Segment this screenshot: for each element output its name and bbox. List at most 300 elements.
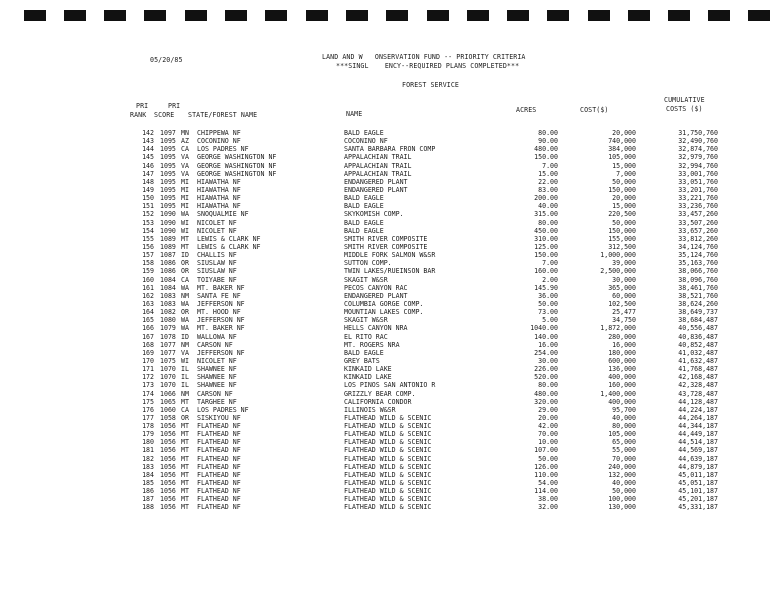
forest-name-cell: LOS PADRES NF [197, 145, 249, 154]
acres-cell: 315.00 [534, 210, 558, 219]
forest-name-cell: FLATHEAD NF [197, 454, 241, 463]
table-row [0, 194, 778, 202]
table-row [0, 292, 778, 300]
score-cell: 1087 [160, 251, 176, 260]
tractor-feed-holes [0, 10, 778, 24]
rank-cell: 187 [142, 495, 154, 504]
forest-name-cell: SIUSLAW NF [197, 267, 237, 276]
table-row [0, 357, 778, 365]
forest-name-cell: GEORGE WASHINGTON NF [197, 153, 277, 162]
state-cell: WA [181, 210, 189, 219]
cost-cell: 40,000 [612, 413, 636, 422]
forest-name-cell: LOS PADRES NF [197, 405, 249, 414]
state-cell: IL [181, 373, 189, 382]
rank-cell: 142 [142, 129, 154, 137]
state-cell: MI [181, 177, 189, 186]
forest-name-cell: LEWIS & CLARK NF [197, 242, 261, 251]
score-cell: 1090 [160, 210, 176, 219]
table-row [0, 381, 778, 389]
col-pri-rank-bottom: RANK [130, 111, 147, 119]
rank-cell: 151 [142, 202, 154, 211]
cost-cell: 240,000 [608, 462, 636, 471]
feed-hole [507, 10, 529, 21]
table-row [0, 259, 778, 267]
forest-name-cell: MT. HOOD NF [197, 308, 241, 317]
table-row [0, 276, 778, 284]
state-cell: CA [181, 145, 189, 154]
name-cell: FLATHEAD WILD & SCENIC [344, 495, 432, 504]
cost-cell: 180,000 [608, 348, 636, 357]
cost-cell: 220,500 [608, 210, 636, 219]
table-row [0, 495, 778, 503]
cumulative-cost-cell: 45,201,187 [678, 495, 718, 504]
name-cell: TWIN LAKES/RUEINSON BAR [344, 267, 436, 276]
forest-name-cell: JEFFERSON NF [197, 348, 245, 357]
table-row [0, 137, 778, 145]
forest-name-cell: NICOLET NF [197, 356, 237, 365]
cumulative-cost-cell: 33,051,760 [678, 177, 718, 186]
acres-cell: 15.00 [538, 169, 558, 178]
rank-cell: 144 [142, 145, 154, 154]
score-cell: 1079 [160, 324, 176, 333]
rank-cell: 161 [142, 283, 154, 292]
forest-name-cell: FLATHEAD NF [197, 446, 241, 455]
state-cell: OR [181, 267, 189, 276]
cost-cell: 15,000 [612, 202, 636, 211]
score-cell: 1056 [160, 470, 176, 479]
cost-cell: 365,000 [608, 283, 636, 292]
cost-cell: 155,000 [608, 234, 636, 243]
score-cell: 1070 [160, 373, 176, 382]
col-cumulative-bottom: COSTS ($) [666, 105, 703, 113]
col-name: NAME [346, 110, 363, 118]
score-cell: 1070 [160, 381, 176, 390]
forest-name-cell: FLATHEAD NF [197, 495, 241, 504]
name-cell: FLATHEAD WILD & SCENIC [344, 413, 432, 422]
acres-cell: 7.00 [542, 259, 558, 268]
name-cell: BALD EAGLE [344, 194, 384, 203]
forest-name-cell: GEORGE WASHINGTON NF [197, 169, 277, 178]
cumulative-cost-cell: 35,163,760 [678, 259, 718, 268]
feed-hole [628, 10, 650, 21]
table-row [0, 463, 778, 471]
rank-cell: 167 [142, 332, 154, 341]
table-row [0, 267, 778, 275]
cumulative-cost-cell: 44,128,487 [678, 397, 718, 406]
feed-hole [668, 10, 690, 21]
cost-cell: 50,000 [612, 487, 636, 496]
acres-cell: 36.00 [538, 291, 558, 300]
cumulative-cost-cell: 40,556,487 [678, 324, 718, 333]
forest-name-cell: HIAWATHA NF [197, 185, 241, 194]
cost-cell: 1,400,000 [600, 389, 636, 398]
table-row [0, 162, 778, 170]
state-cell: NM [181, 389, 189, 398]
forest-name-cell: FLATHEAD NF [197, 438, 241, 447]
score-cell: 1075 [160, 356, 176, 365]
cumulative-cost-cell: 38,684,487 [678, 316, 718, 325]
rank-cell: 143 [142, 137, 154, 146]
forest-name-cell: SHAWNEE NF [197, 373, 237, 382]
cost-cell: 40,000 [612, 479, 636, 488]
cumulative-cost-cell: 32,874,760 [678, 145, 718, 154]
acres-cell: 480.00 [534, 389, 558, 398]
state-cell: MT [181, 479, 189, 488]
priority-table [0, 129, 778, 512]
acres-cell: 54.00 [538, 479, 558, 488]
state-cell: VA [181, 348, 189, 357]
acres-cell: 126.00 [534, 462, 558, 471]
forest-name-cell: WALLOWA NF [197, 332, 237, 341]
acres-cell: 90.00 [538, 137, 558, 146]
acres-cell: 5.00 [542, 316, 558, 325]
name-cell: FLATHEAD WILD & SCENIC [344, 470, 432, 479]
score-cell: 1070 [160, 365, 176, 374]
cumulative-cost-cell: 45,331,187 [678, 503, 718, 512]
name-cell: KINKAID LAKE [344, 365, 392, 374]
state-cell: MT [181, 430, 189, 439]
feed-hole [104, 10, 126, 21]
forest-name-cell: FLATHEAD NF [197, 422, 241, 431]
cost-cell: 740,000 [608, 137, 636, 146]
forest-name-cell: NICOLET NF [197, 218, 237, 227]
cumulative-cost-cell: 41,032,487 [678, 348, 718, 357]
state-cell: WI [181, 226, 189, 235]
table-row [0, 284, 778, 292]
state-cell: MT [181, 454, 189, 463]
cost-cell: 65,000 [612, 438, 636, 447]
rank-cell: 183 [142, 462, 154, 471]
acres-cell: 450.00 [534, 226, 558, 235]
table-row [0, 333, 778, 341]
cost-cell: 50,000 [612, 218, 636, 227]
rank-cell: 146 [142, 161, 154, 170]
cumulative-cost-cell: 41,632,487 [678, 356, 718, 365]
acres-cell: 107.00 [534, 446, 558, 455]
cost-cell: 25,477 [612, 308, 636, 317]
cost-cell: 55,000 [612, 446, 636, 455]
forest-name-cell: CHIPPEWA NF [197, 129, 241, 137]
cumulative-cost-cell: 44,449,187 [678, 430, 718, 439]
cumulative-cost-cell: 38,096,760 [678, 275, 718, 284]
table-row [0, 251, 778, 259]
forest-name-cell: HIAWATHA NF [197, 194, 241, 203]
table-row [0, 438, 778, 446]
cumulative-cost-cell: 40,852,487 [678, 340, 718, 349]
forest-name-cell: GEORGE WASHINGTON NF [197, 161, 277, 170]
cumulative-cost-cell: 34,124,760 [678, 242, 718, 251]
cost-cell: 105,000 [608, 153, 636, 162]
cumulative-cost-cell: 38,649,737 [678, 308, 718, 317]
cumulative-cost-cell: 42,168,487 [678, 373, 718, 382]
rank-cell: 169 [142, 348, 154, 357]
acres-cell: 80.00 [538, 381, 558, 390]
score-cell: 1095 [160, 202, 176, 211]
rank-cell: 157 [142, 251, 154, 260]
rank-cell: 163 [142, 299, 154, 308]
state-cell: WA [181, 283, 189, 292]
acres-cell: 320.00 [534, 397, 558, 406]
state-cell: WI [181, 218, 189, 227]
cumulative-cost-cell: 44,514,187 [678, 438, 718, 447]
state-cell: MI [181, 194, 189, 203]
col-pri-score-bottom: SCORE [154, 111, 175, 119]
rank-cell: 149 [142, 185, 154, 194]
cumulative-cost-cell: 33,001,760 [678, 169, 718, 178]
forest-name-cell: SISKIYOU NF [197, 413, 241, 422]
state-cell: MT [181, 438, 189, 447]
score-cell: 1078 [160, 332, 176, 341]
acres-cell: 110.00 [534, 470, 558, 479]
feed-hole [64, 10, 86, 21]
forest-name-cell: SNOQUALMIE NF [197, 210, 249, 219]
cumulative-cost-cell: 33,457,260 [678, 210, 718, 219]
table-row [0, 219, 778, 227]
cost-cell: 39,000 [612, 259, 636, 268]
name-cell: FLATHEAD WILD & SCENIC [344, 503, 432, 512]
score-cell: 1090 [160, 226, 176, 235]
feed-hole [265, 10, 287, 21]
cost-cell: 160,000 [608, 381, 636, 390]
name-cell: FLATHEAD WILD & SCENIC [344, 422, 432, 431]
forest-name-cell: FLATHEAD NF [197, 503, 241, 512]
score-cell: 1056 [160, 446, 176, 455]
table-row [0, 414, 778, 422]
rank-cell: 179 [142, 430, 154, 439]
score-cell: 1095 [160, 153, 176, 162]
score-cell: 1095 [160, 185, 176, 194]
col-pri-score-top: PRI [168, 102, 181, 110]
table-row [0, 324, 778, 332]
cost-cell: 384,000 [608, 145, 636, 154]
forest-name-cell: TOIYABE NF [197, 275, 237, 284]
name-cell: COCONINO NF [344, 137, 388, 146]
state-cell: VA [181, 169, 189, 178]
table-row [0, 430, 778, 438]
name-cell: MOUNTIAN LAKES COMP. [344, 308, 424, 317]
cost-cell: 132,000 [608, 470, 636, 479]
forest-name-cell: MT. BAKER NF [197, 283, 245, 292]
cost-cell: 105,000 [608, 430, 636, 439]
acres-cell: 73.00 [538, 308, 558, 317]
name-cell: BALD EAGLE [344, 218, 384, 227]
state-cell: MT [181, 487, 189, 496]
name-cell: SKYKOMISH COMP. [344, 210, 404, 219]
state-cell: MT [181, 234, 189, 243]
state-cell: MN [181, 129, 189, 137]
feed-hole [708, 10, 730, 21]
feed-hole [467, 10, 489, 21]
table-row [0, 300, 778, 308]
state-cell: WA [181, 324, 189, 333]
state-cell: MT [181, 422, 189, 431]
forest-name-cell: NICOLET NF [197, 226, 237, 235]
acres-cell: 20.00 [538, 413, 558, 422]
acres-cell: 150.00 [534, 251, 558, 260]
acres-cell: 140.00 [534, 332, 558, 341]
state-cell: NM [181, 291, 189, 300]
rank-cell: 176 [142, 405, 154, 414]
feed-hole [346, 10, 368, 21]
rank-cell: 168 [142, 340, 154, 349]
cost-cell: 1,000,000 [600, 251, 636, 260]
table-row [0, 129, 778, 137]
table-row [0, 243, 778, 251]
table-row [0, 349, 778, 357]
score-cell: 1097 [160, 129, 176, 137]
cumulative-cost-cell: 44,569,187 [678, 446, 718, 455]
cumulative-cost-cell: 32,490,760 [678, 137, 718, 146]
cost-cell: 280,000 [608, 332, 636, 341]
cumulative-cost-cell: 33,507,260 [678, 218, 718, 227]
rank-cell: 155 [142, 234, 154, 243]
rank-cell: 184 [142, 470, 154, 479]
forest-name-cell: COCONINO NF [197, 137, 241, 146]
score-cell: 1056 [160, 462, 176, 471]
cumulative-cost-cell: 40,836,487 [678, 332, 718, 341]
state-cell: WA [181, 299, 189, 308]
score-cell: 1077 [160, 348, 176, 357]
feed-hole [306, 10, 328, 21]
acres-cell: 200.00 [534, 194, 558, 203]
name-cell: SKAGIT W&SR [344, 275, 388, 284]
forest-name-cell: SANTA FE NF [197, 291, 241, 300]
acres-cell: 32.00 [538, 503, 558, 512]
score-cell: 1056 [160, 495, 176, 504]
score-cell: 1060 [160, 405, 176, 414]
feed-hole [24, 10, 46, 21]
cost-cell: 80,000 [612, 422, 636, 431]
cumulative-cost-cell: 42,328,487 [678, 381, 718, 390]
name-cell: APPALACHIAN TRAIL [344, 169, 412, 178]
acres-cell: 42.00 [538, 422, 558, 431]
cumulative-cost-cell: 45,051,187 [678, 479, 718, 488]
name-cell: BALD EAGLE [344, 226, 384, 235]
cumulative-cost-cell: 43,728,487 [678, 389, 718, 398]
cumulative-cost-cell: 45,011,187 [678, 470, 718, 479]
cost-cell: 1,872,000 [600, 324, 636, 333]
feed-hole [386, 10, 408, 21]
rank-cell: 156 [142, 242, 154, 251]
name-cell: ENDANGERED PLANT [344, 185, 408, 194]
rank-cell: 185 [142, 479, 154, 488]
rank-cell: 165 [142, 316, 154, 325]
cost-cell: 60,000 [612, 291, 636, 300]
name-cell: BALD EAGLE [344, 348, 384, 357]
cumulative-cost-cell: 38,521,760 [678, 291, 718, 300]
acres-cell: 7.00 [542, 161, 558, 170]
cumulative-cost-cell: 33,221,760 [678, 194, 718, 203]
col-cost: COST($) [580, 106, 609, 114]
acres-cell: 145.90 [534, 283, 558, 292]
table-row [0, 316, 778, 324]
cost-cell: 50,000 [612, 177, 636, 186]
cumulative-cost-cell: 44,344,187 [678, 422, 718, 431]
report-subtitle: ***SINGL ENCY--REQUIRED PLANS COMPLETED*** [336, 62, 520, 70]
table-row [0, 365, 778, 373]
score-cell: 1056 [160, 454, 176, 463]
name-cell: BALD EAGLE [344, 129, 384, 137]
state-cell: NM [181, 340, 189, 349]
cost-cell: 150,000 [608, 226, 636, 235]
score-cell: 1080 [160, 316, 176, 325]
table-row [0, 210, 778, 218]
score-cell: 1066 [160, 389, 176, 398]
rank-cell: 172 [142, 373, 154, 382]
score-cell: 1065 [160, 397, 176, 406]
score-cell: 1089 [160, 242, 176, 251]
name-cell: BALD EAGLE [344, 202, 384, 211]
rank-cell: 178 [142, 422, 154, 431]
score-cell: 1084 [160, 275, 176, 284]
rank-cell: 164 [142, 308, 154, 317]
cumulative-cost-cell: 38,461,760 [678, 283, 718, 292]
table-row [0, 422, 778, 430]
report-date: 05/20/85 [150, 56, 183, 64]
forest-name-cell: FLATHEAD NF [197, 462, 241, 471]
score-cell: 1086 [160, 259, 176, 268]
table-row [0, 235, 778, 243]
name-cell: CALIFORNIA CONDOR [344, 397, 412, 406]
acres-cell: 480.00 [534, 145, 558, 154]
forest-name-cell: HIAWATHA NF [197, 202, 241, 211]
acres-cell: 226.00 [534, 365, 558, 374]
cumulative-cost-cell: 35,124,760 [678, 251, 718, 260]
rank-cell: 166 [142, 324, 154, 333]
rank-cell: 188 [142, 503, 154, 512]
state-cell: OR [181, 259, 189, 268]
cumulative-cost-cell: 44,639,187 [678, 454, 718, 463]
feed-hole [427, 10, 449, 21]
rank-cell: 154 [142, 226, 154, 235]
rank-cell: 181 [142, 446, 154, 455]
col-pri-rank-top: PRI [136, 102, 149, 110]
table-row [0, 503, 778, 511]
col-acres: ACRES [516, 106, 537, 114]
feed-hole [588, 10, 610, 21]
cumulative-cost-cell: 31,750,760 [678, 129, 718, 137]
table-row [0, 186, 778, 194]
cost-cell: 20,000 [612, 129, 636, 137]
feed-hole [144, 10, 166, 21]
name-cell: ILLINOIS W&SR [344, 405, 396, 414]
state-cell: VA [181, 161, 189, 170]
table-row [0, 479, 778, 487]
score-cell: 1058 [160, 413, 176, 422]
feed-hole [185, 10, 207, 21]
cost-cell: 136,000 [608, 365, 636, 374]
forest-name-cell: SHAWNEE NF [197, 381, 237, 390]
name-cell: SUTTON COMP. [344, 259, 392, 268]
forest-name-cell: FLATHEAD NF [197, 479, 241, 488]
state-cell: OR [181, 308, 189, 317]
name-cell: FLATHEAD WILD & SCENIC [344, 446, 432, 455]
table-row [0, 227, 778, 235]
table-row [0, 145, 778, 153]
forest-name-cell: CARSON NF [197, 340, 233, 349]
name-cell: FLATHEAD WILD & SCENIC [344, 462, 432, 471]
state-cell: MT [181, 462, 189, 471]
rank-cell: 182 [142, 454, 154, 463]
cost-cell: 15,000 [612, 161, 636, 170]
forest-name-cell: TARGHEE NF [197, 397, 237, 406]
score-cell: 1056 [160, 503, 176, 512]
name-cell: MT. ROGERS NRA [344, 340, 400, 349]
state-cell: ID [181, 332, 189, 341]
cumulative-cost-cell: 44,224,187 [678, 405, 718, 414]
name-cell: KINKAID LAKE [344, 373, 392, 382]
cost-cell: 150,000 [608, 185, 636, 194]
